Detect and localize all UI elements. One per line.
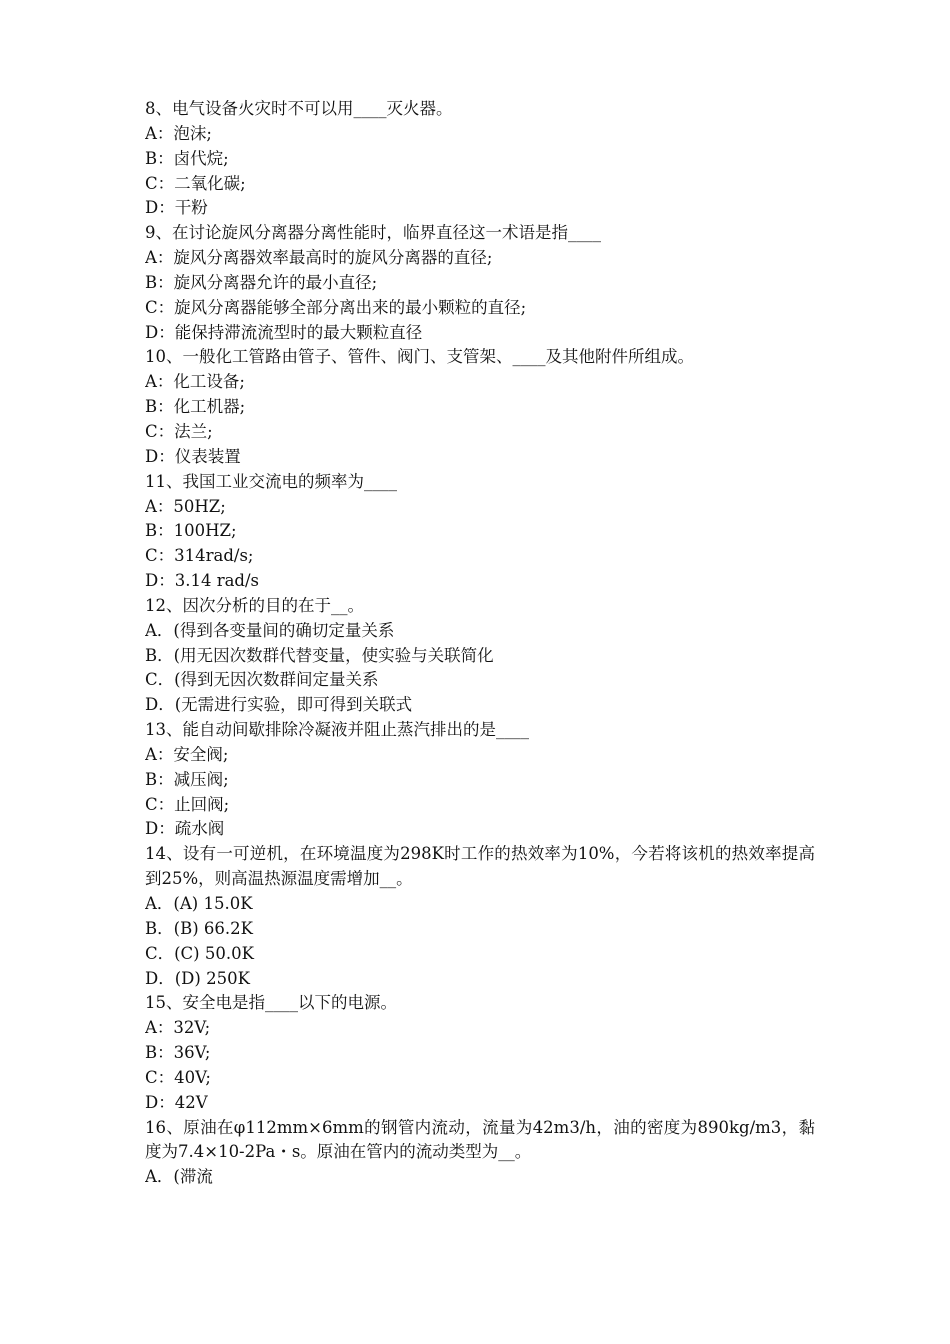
option-a: A：32V; [145, 1018, 211, 1038]
option-d: D：能保持滞流流型时的最大颗粒直径 [145, 322, 423, 342]
document-page [145, 97, 815, 1190]
option-c: C：法兰; [145, 421, 213, 441]
option-a: A：安全阀; [145, 744, 229, 764]
question-stem: 15、安全电是指____以下的电源。 [145, 993, 397, 1013]
option-c: C．(C) 50.0K [145, 943, 254, 963]
option-a: A．(A) 15.0K [145, 894, 253, 913]
question-14 [145, 842, 815, 991]
question-8 [145, 97, 815, 221]
option-a: A．(滞流 [145, 1167, 213, 1187]
option-d: D．(无需进行实验，即可得到关联式 [145, 695, 413, 715]
question-10 [145, 345, 815, 469]
option-b: B：卤代烷; [145, 148, 229, 168]
question-stem: 11、我国工业交流电的频率为____ [145, 471, 397, 491]
question-stem: 16、原油在φ112mm×6mm的钢管内流动，流量为42m3/h，油的密度为890kg/m3，黏度为7.4×10-2Pa・s。原油在管内的流动类型为__。 [145, 1117, 815, 1162]
option-d: D：仪表装置 [145, 446, 241, 466]
option-b: B：36V; [145, 1043, 211, 1063]
option-c: C：40V; [145, 1067, 211, 1087]
option-b: B．(用无因次数群代替变量，使实验与关联简化 [145, 645, 494, 665]
option-d: D．(D) 250K [145, 968, 250, 988]
question-stem: 10、一般化工管路由管子、管件、阀门、支管架、____及其他附件所组成。 [145, 347, 694, 367]
option-d: D：干粉 [145, 198, 208, 218]
question-11 [145, 470, 815, 594]
option-b: B．(B) 66.2K [145, 918, 253, 938]
question-12 [145, 594, 815, 718]
question-stem: 8、电气设备火灾时不可以用____灭火器。 [145, 99, 453, 118]
option-c: C：314rad/s; [145, 546, 254, 566]
question-stem: 14、设有一可逆机，在环境温度为298K时工作的热效率为10%，今若将该机的热效率提高到25%，则高温热源温度需增加__。 [145, 844, 815, 889]
question-16 [145, 1116, 815, 1191]
option-c: C：止回阀; [145, 794, 230, 814]
question-stem: 12、因次分析的目的在于__。 [145, 595, 364, 615]
option-a: A：泡沫; [145, 123, 212, 143]
option-c: C：二氧化碳; [145, 173, 246, 193]
question-stem: 9、在讨论旋风分离器分离性能时，临界直径这一术语是指____ [145, 223, 601, 243]
option-b: B：化工机器; [145, 397, 246, 417]
option-b: B：100HZ; [145, 521, 237, 541]
question-15 [145, 991, 815, 1115]
question-stem: 13、能自动间歇排除冷凝液并阻止蒸汽排出的是____ [145, 720, 529, 740]
option-a: A：50HZ; [145, 496, 226, 516]
option-b: B：旋风分离器允许的最小直径; [145, 272, 378, 292]
option-c: C：旋风分离器能够全部分离出来的最小颗粒的直径; [145, 297, 527, 317]
option-b: B：减压阀; [145, 769, 229, 789]
option-d: D：疏水阀 [145, 819, 225, 839]
option-d: D：42V [145, 1092, 208, 1112]
option-a: A．(得到各变量间的确切定量关系 [145, 620, 395, 640]
option-d: D：3.14 rad/s [145, 571, 260, 591]
question-13 [145, 718, 815, 842]
option-c: C．(得到无因次数群间定量关系 [145, 670, 379, 690]
option-a: A：旋风分离器效率最高时的旋风分离器的直径; [145, 248, 493, 268]
option-a: A：化工设备; [145, 372, 245, 392]
question-9 [145, 221, 815, 345]
